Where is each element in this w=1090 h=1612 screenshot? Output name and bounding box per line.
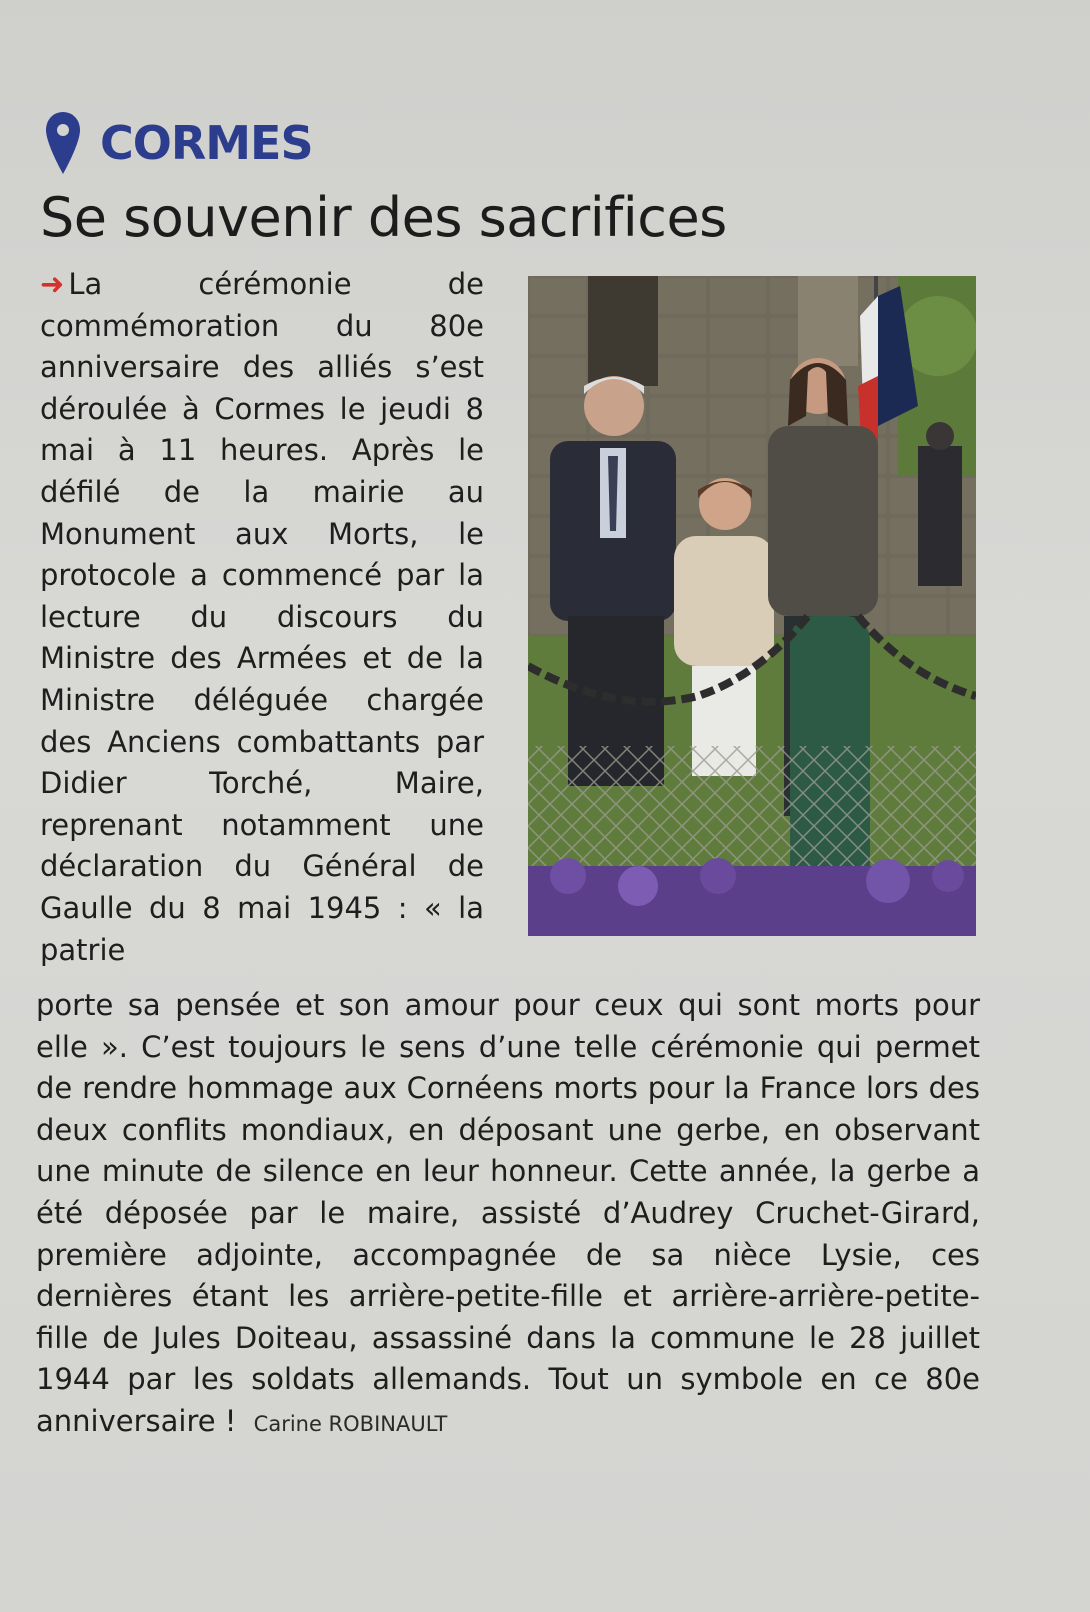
article-text-full: porte sa pensée et son amour pour ceux qui sont morts pour elle ». C’est toujours le sens d’une telle cérémonie qui permet de rendre hommage aux Cornéens morts pour la France lors des deux conflits mondiaux, en déposant une gerbe, en observant une minute de silence en leur honneur. Cette année, la gerbe a été déposée par le maire, assisté d’Audrey Cruchet-Girard, première adjointe, accompagnée de sa nièce Lysie, ces dernières étant les arrière-petite-fille et arrière-arrière-petite-fille de Jules Doiteau, assassiné dans la commune le 28 juillet 1944 par les soldats allemands. Tout un symbole en ce 80e anniversaire ! [36,988,980,1438]
article-body-full [36,985,980,1446]
location-name: CORMES [100,116,313,170]
arrow-right-icon: ➜ [40,267,65,301]
location-header [44,108,313,178]
article-headline: Se souvenir des sacrifices [40,186,727,249]
article-text-column: La cérémonie de commémoration du 80e anniversaire des alliés s’est déroulée à Cormes le jeudi 8 mai à 11 heures. Après le défilé de la mairie au Monument aux Morts, le protocole a commencé par la lecture du discours du Ministre des Armées et de la Ministre déléguée chargée des Anciens combattants par Didier Torché, Maire, reprenant notamment une déclaration du Général de Gaulle du 8 mai 1945 : « la patrie [40,267,484,967]
article-photo [528,276,976,936]
map-pin-icon [44,110,82,176]
article-body-column [40,264,484,971]
author-byline: Carine ROBINAULT [253,1411,448,1436]
ceremony-photo [528,276,976,936]
